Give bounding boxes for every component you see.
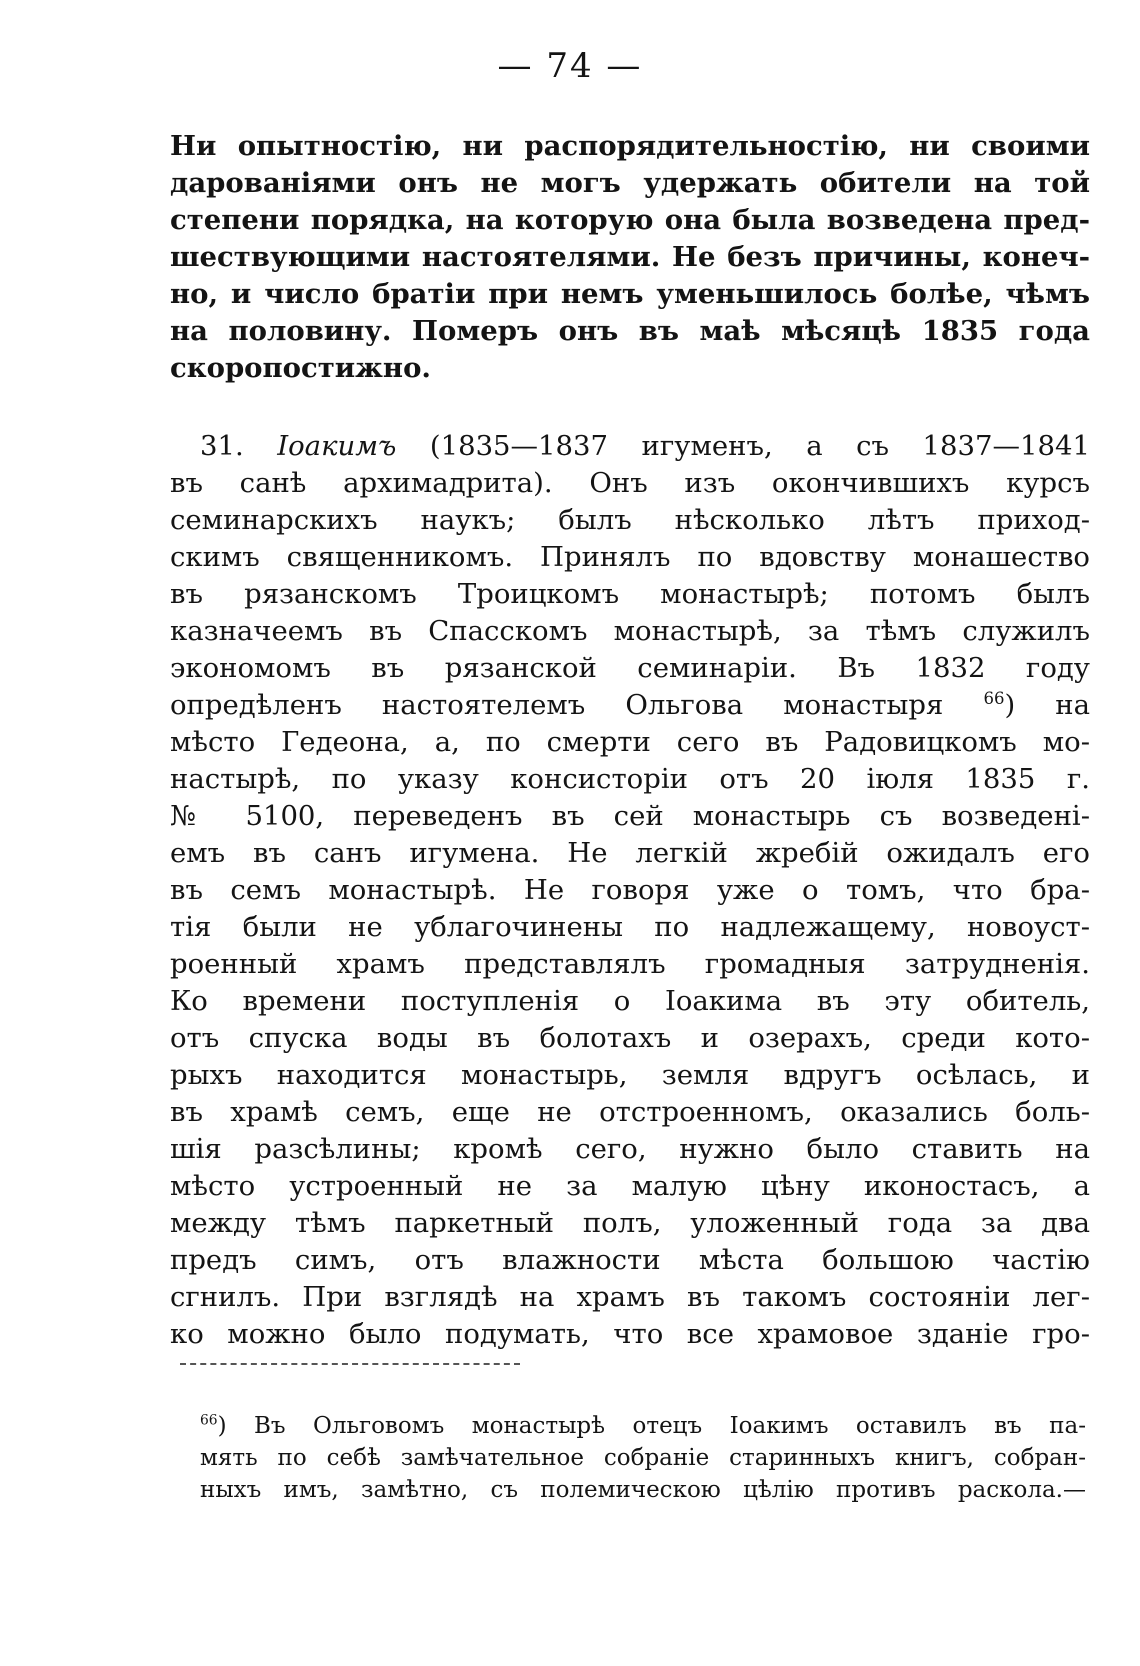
footnote-line: мять по себѣ замѣчательное собраніе старинныхъ книгъ, собран-: [200, 1445, 1086, 1471]
text-line: отъ спуска воды въ болотахъ и озерахъ, среди кото-: [170, 1022, 1090, 1054]
entry-number: 31.: [200, 430, 244, 462]
text-line: роенный храмъ представлялъ громадныя затрудненія.: [170, 948, 1090, 980]
text-line: Ни опытностію, ни распорядительностію, ни своими: [170, 130, 1090, 162]
text-line: рыхъ находится монастырь, земля вдругъ осѣлась, и: [170, 1059, 1090, 1091]
footnote-line: ныхъ имъ, замѣтно, съ полемическою цѣлію противъ раскола.—: [200, 1477, 1086, 1503]
entry-dates: (1835—1837 игуменъ, а съ 1837—1841: [429, 430, 1090, 462]
text-line: № 5100, переведенъ въ сей монастырь съ возведені-: [170, 800, 1090, 832]
footnote-divider: [180, 1363, 520, 1365]
text-line: казначеемъ въ Спасскомъ монастырѣ, за тѣмъ служилъ: [170, 615, 1090, 647]
text-line: емъ въ санъ игумена. Не легкій жребій ожидалъ его: [170, 837, 1090, 869]
text-line: ко можно было подумать, что все храмовое зданіе гро-: [170, 1318, 1090, 1350]
text-line: въ семъ монастырѣ. Не говоря уже о томъ, что бра-: [170, 874, 1090, 906]
text-line: настырѣ, по указу консисторіи отъ 20 іюля 1835 г.: [170, 763, 1090, 795]
text-line: мѣсто устроенный не за малую цѣну иконостасъ, а: [170, 1170, 1090, 1202]
text-line: семинарскихъ наукъ; былъ нѣсколько лѣтъ приход-: [170, 504, 1090, 536]
entry-name: Іоакимъ: [277, 430, 397, 462]
text-line: мѣсто Гедеона, а, по смерти сего въ Радовицкомъ мо-: [170, 726, 1090, 758]
text-line: Ко времени поступленія о Іоакима въ эту обитель,: [170, 985, 1090, 1017]
page-number: — 74 —: [497, 46, 643, 86]
text-line: экономомъ въ рязанской семинаріи. Въ 1832 году: [170, 652, 1090, 684]
footnote: [200, 1410, 1086, 1506]
footnote-reference[interactable]: 66: [983, 688, 1005, 708]
text-line: на половину. Померъ онъ въ маѣ мѣсяцѣ 1835 года: [170, 315, 1090, 347]
footnote-line: $^{66}$) Въ Ольговомъ монастырѣ отецъ Іоакимъ оставилъ въ па-: [200, 1412, 1086, 1439]
text-line: дарованіями онъ не могъ удержать обители на той: [170, 167, 1090, 199]
text-line: сгнилъ. При взглядѣ на храмъ въ такомъ состояніи лег-: [170, 1281, 1090, 1313]
text-line: скоропостижно.: [170, 352, 431, 384]
text-line: скимъ священникомъ. Принялъ по вдовству монашество: [170, 541, 1090, 573]
text-line: въ рязанскомъ Троицкомъ монастырѣ; потомъ былъ: [170, 578, 1090, 610]
text-line: предъ симъ, отъ влажности мѣста большою частію: [170, 1244, 1090, 1276]
footnote-number: 66: [200, 1412, 218, 1429]
text-line: тія были не ублагочинены по надлежащему, новоуст-: [170, 911, 1090, 943]
text-line: между тѣмъ паркетный полъ, уложенный года за два: [170, 1207, 1090, 1239]
text-line: шествующими настоятелями. Не безъ причины, конеч-: [170, 241, 1090, 273]
paragraph-heading-line: [170, 428, 1090, 465]
paragraph-1: [170, 128, 1090, 387]
paragraph-2: [170, 428, 1090, 1353]
text-line: въ санѣ архимадрита). Онъ изъ окончившихъ курсъ: [170, 467, 1090, 499]
text-line: степени порядка, на которую она была возведена пред-: [170, 204, 1090, 236]
text-line: въ храмѣ семъ, еще не отстроенномъ, оказались боль-: [170, 1096, 1090, 1128]
text-line: шія разсѣлины; кромѣ сего, нужно было ставить на: [170, 1133, 1090, 1165]
text-line: но, и число братіи при немъ уменьшилось болѣе, чѣмъ: [170, 278, 1090, 310]
text-line-with-footnote-ref: опредѣленъ настоятелемъ Ольгова монастыря $^{66}$) на: [170, 688, 1090, 721]
